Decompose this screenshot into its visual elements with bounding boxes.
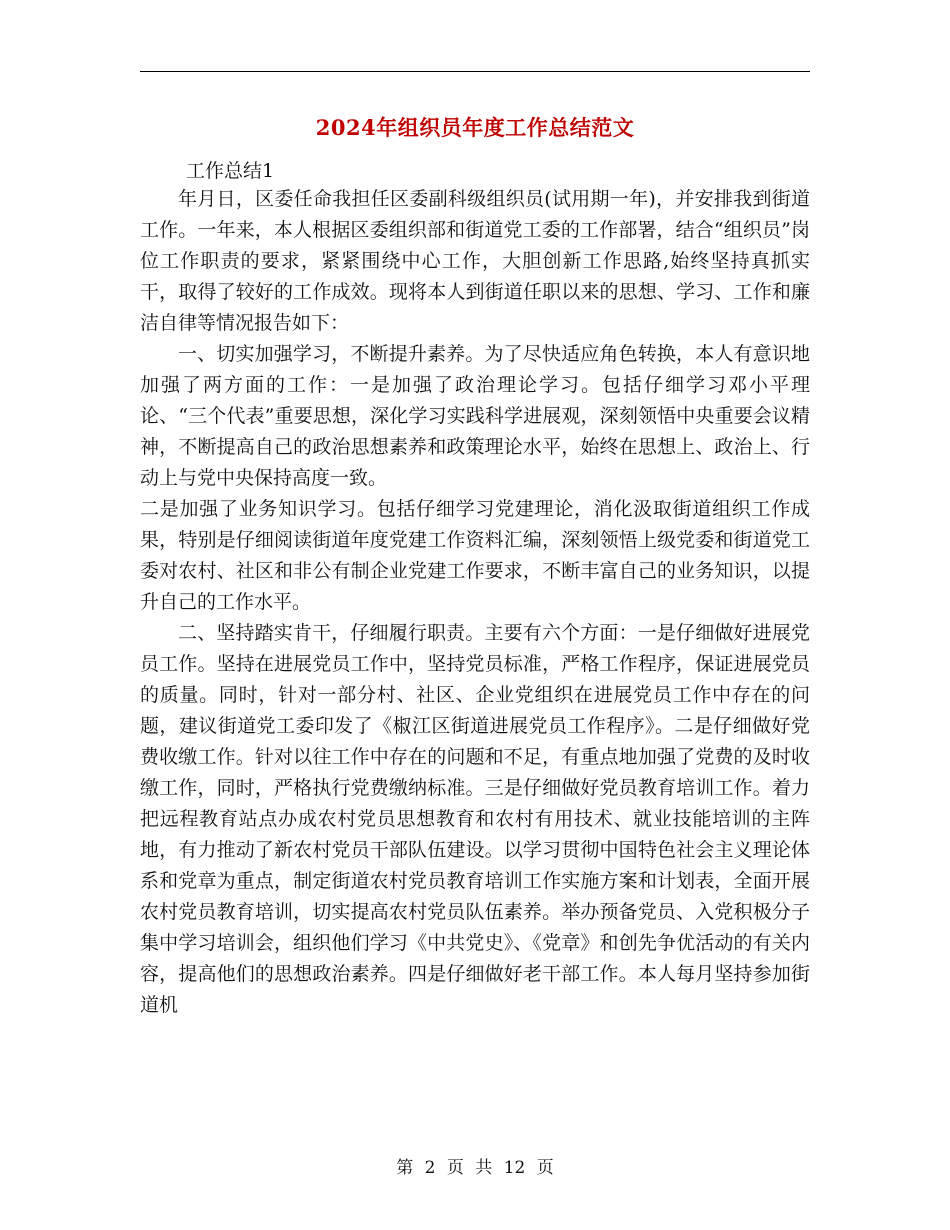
- paragraph-duties: 二、坚持踏实肯干，仔细履行职责。主要有六个方面：一是仔细做好进展党员工作。坚持在进展党员工作中，坚持党员标准，严格工作程序，保证进展党员的质量。同时，针对一部分村、社区、企业党组织在进展党员工作中存在的问题，建议街道党工委印发了《椒江区街道进展党员工作程序》。二是仔细做好党费收缴工作。针对以往工作中存在的问题和不足，有重点地加强了党费的及时收缴工作，同时，严格执行党费缴纳标准。三是仔细做好党员教育培训工作。着力把远程教育站点办成农村党员思想教育和农村有用技术、就业技能培训的主阵地，有力推动了新农村党员干部队伍建设。以学习贯彻中国特色社会主义理论体系和党章为重点，制定街道农村党员教育培训工作实施方案和计划表，全面开展农村党员教育培训，切实提高农村党员队伍素养。举办预备党员、入党积极分子集中学习培训会，组织他们学习《中共党史》、《党章》和创先争优活动的有关内容，提高他们的思想政治素养。四是仔细做好老干部工作。本人每月坚持参加街道机: [140, 622, 810, 1016]
- section-subheading: 工作总结1: [186, 160, 275, 182]
- paragraph-intro: 年月日，区委任命我担任区委副科级组织员(试用期一年)，并安排我到街道工作。一年来，本人根据区委组织部和街道党工委的工作部署，结合“组织员”岗位工作职责的要求，紧紧围绕中心工作，大胆创新工作思路,始终坚持真抓实干，取得了较好的工作成效。现将本人到街道任职以来的思想、学习、工作和廉洁自律等情况报告如下：: [140, 188, 810, 334]
- body-text: [140, 184, 810, 1021]
- page-number-footer: 第 2 页 共 12 页: [396, 1158, 554, 1178]
- paragraph-study-continued: 二是加强了业务知识学习。包括仔细学习党建理论，消化汲取街道组织工作成果，特别是仔细阅读街道年度党建工作资料汇编，深刻领悟上级党委和街道党工委对农村、社区和非公有制企业党建工作要求，不断丰富自己的业务知识，以提升自己的工作水平。: [140, 498, 810, 613]
- document-title: 2024年组织员年度工作总结范文: [315, 115, 635, 140]
- paragraph-study: 一、切实加强学习，不断提升素养。为了尽快适应角色转换，本人有意识地加强了两方面的工作：一是加强了政治理论学习。包括仔细学习邓小平理论、“三个代表”重要思想，深化学习实践科学进展观，深刻领悟中央重要会议精神，不断提高自己的政治思想素养和政策理论水平，始终在思想上、政治上、行动上与党中央保持高度一致。: [140, 343, 810, 489]
- header-rule: [140, 71, 810, 72]
